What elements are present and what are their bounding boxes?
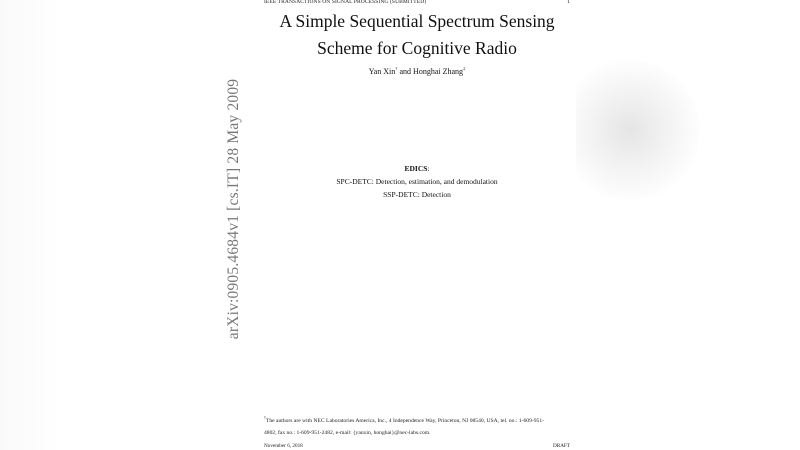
edics-category: SPC-DETC: Detection, estimation, and demodulation [336, 177, 498, 186]
footer-date: November 6, 2018 [264, 443, 303, 449]
affiliation-mark: † [395, 66, 398, 71]
footnote-text: The authors are with NEC Laboratories America, Inc., 4 Independence Way, Princeton, NJ 08540, USA, tel. no.: 1-609-951- [265, 418, 544, 424]
affiliation-footnote [264, 412, 574, 439]
edics-label: EDICS [404, 164, 428, 173]
author-list [258, 66, 576, 76]
paper-page [258, 0, 576, 450]
edics-category: SSP-DETC: Detection [383, 190, 451, 199]
page-number: 1 [567, 0, 570, 5]
background-shade [0, 0, 60, 450]
affiliation-mark: ‡ [463, 66, 466, 71]
author-name: Honghai Zhang [413, 67, 464, 76]
background-shadow [560, 60, 700, 200]
footnote-mark: † [264, 416, 266, 420]
author-name: Yan Xin [368, 67, 396, 76]
paper-title-line-2: Scheme for Cognitive Radio [317, 38, 517, 58]
arxiv-identifier-stamp: arXiv:0905.4684v1 [cs.IT] 28 May 2009 [225, 78, 242, 340]
author-connector: and [399, 67, 412, 76]
footnote-line: 4802, fax no.: 1-609-951-2482, e-mail: {yanxin, honghai}@nec-labs.com. [264, 430, 431, 436]
edics-heading [258, 162, 576, 175]
footnote-line [264, 412, 574, 427]
journal-header: IEEE TRANSACTIONS ON SIGNAL PROCESSING (SUBMITTED) [264, 0, 427, 5]
edics-colon: : [427, 164, 430, 173]
paper-title-line-1: A Simple Sequential Spectrum Sensing [279, 11, 555, 31]
footer-status: DRAFT [552, 443, 570, 449]
edics-block [258, 162, 576, 201]
